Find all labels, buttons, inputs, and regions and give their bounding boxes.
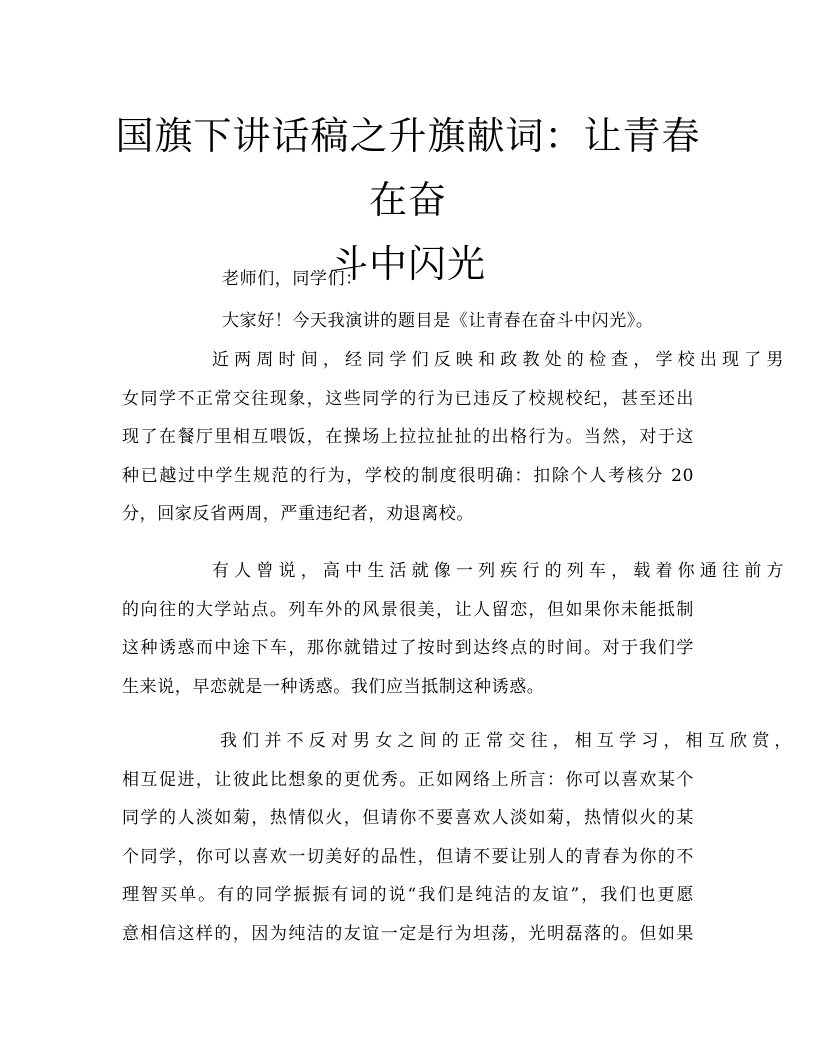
paragraph-line: 个同学，你可以喜欢一切美好的品性，但请不要让别人的青春为你的不 [122,846,694,867]
paragraph-1 [122,341,784,534]
paragraph-line: 现了在餐厅里相互喂饭，在操场上拉拉扯扯的出格行为。当然，对于这 [122,427,694,447]
intro-line: 大家好！今天我演讲的题目是《让青春在奋斗中闪光》。 [222,311,654,331]
paragraph-line: 有人曾说，高中生活就像一列疾行的列车，载着你通往前方 [212,561,784,581]
paragraph-line: 分，回家反省两周，严重违纪者，劝退离校。 [122,504,474,524]
paragraph-line: 这种诱惑而中途下车，那你就错过了按时到达终点的时间。对于我们学 [122,638,694,658]
paragraph-3 [122,722,792,953]
paragraph-line: 近两周时间，经同学们反映和政教处的检查，学校出现了男 [212,350,784,370]
paragraph-line: 理智买单。有的同学振振有词的说“我们是纯洁的友谊”，我们也更愿 [122,885,694,905]
paragraph-line: 我们并不反对男女之间的正常交往，相互学习，相互欣赏， [220,731,792,751]
paragraph-2 [122,552,784,706]
paragraph-line: 生来说，早恋就是一种诱惑。我们应当抵制这种诱惑。 [122,676,545,697]
title-line-1: 国旗下讲话稿之升旗献词：让青春在奋 [115,114,701,222]
paragraph-line: 同学的人淡如菊，热情似火，但请你不要喜欢人淡如菊，热情似火的某 [122,808,694,828]
paragraph-line: 的向往的大学站点。列车外的风景很美，让人留恋，但如果你未能抵制 [122,599,694,620]
greeting-line: 老师们，同学们： [222,269,363,289]
paragraph-line: 女同学不正常交往现象，这些同学的行为已违反了校规校纪，甚至还出 [122,388,694,409]
paragraph-line: 种已越过中学生规范的行为，学校的制度很明确：扣除个人考核分 20 [122,465,694,486]
title-line-2: 斗中闪光 [329,242,486,286]
paragraph-line: 相互促进，让彼此比想象的更优秀。正如网络上所言：你可以喜欢某个 [122,769,694,790]
paragraph-line: 意相信这样的，因为纯洁的友谊一定是行为坦荡，光明磊落的。但如果 [122,923,694,944]
